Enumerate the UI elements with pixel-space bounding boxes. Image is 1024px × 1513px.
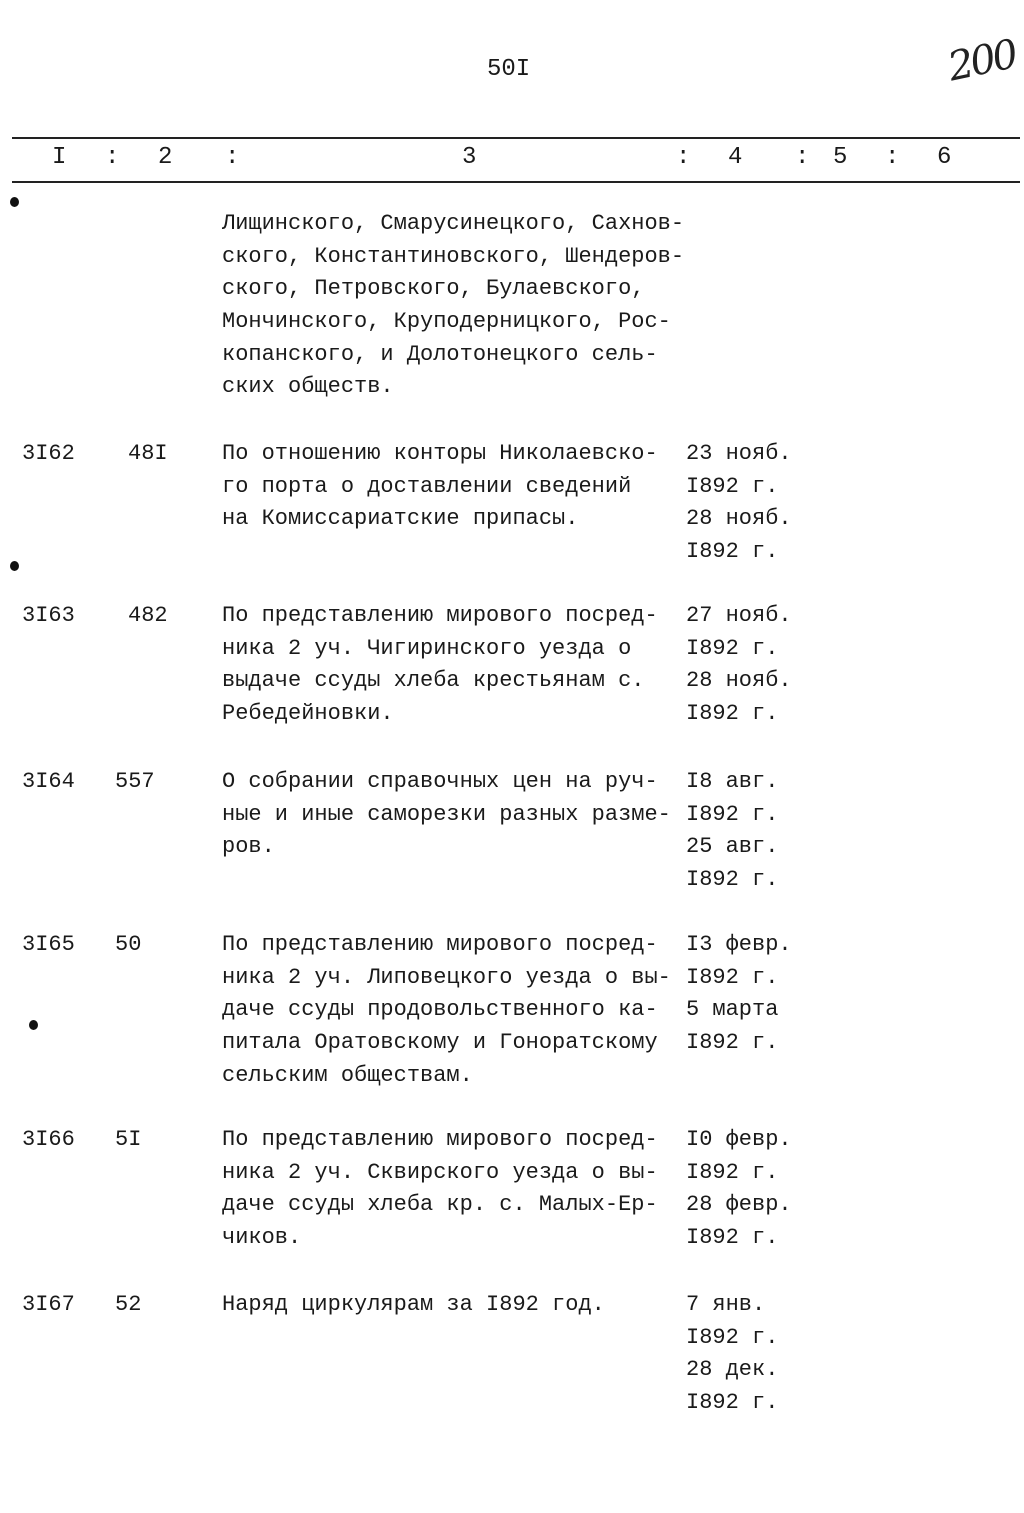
entry-dates <box>686 438 792 569</box>
header-col-2: 2 <box>158 144 173 171</box>
date-line: 25 авг. <box>686 834 779 860</box>
entry-dates <box>686 600 792 731</box>
header-top-rule <box>12 137 1020 139</box>
date-line: I892 г. <box>686 1030 779 1056</box>
date-line: I892 г. <box>686 701 779 727</box>
title-line: ских обществ. <box>222 374 394 400</box>
title-line: По представлению мирового посред- <box>222 1127 658 1152</box>
entry-dates <box>686 929 792 1060</box>
header-col-4: 4 <box>728 144 743 171</box>
column-header-row <box>0 144 1024 174</box>
case-number: 3I66 <box>22 1127 75 1152</box>
case-number: 3I62 <box>22 441 75 466</box>
date-line: I892 г. <box>686 1390 779 1416</box>
header-bottom-rule <box>12 181 1020 183</box>
title-line: Наряд циркулярам за I892 год. <box>222 1292 605 1317</box>
header-separator: : <box>885 144 900 171</box>
title-line: Ребедейновки. <box>222 701 394 727</box>
case-number: 3I65 <box>22 932 75 957</box>
header-col-1: I <box>52 144 67 171</box>
date-line: I3 февр. <box>686 932 792 957</box>
case-number: 3I64 <box>22 769 75 794</box>
punch-hole-mark <box>29 1020 38 1030</box>
date-line: 27 нояб. <box>686 603 792 628</box>
title-line: сельским обществам. <box>222 1062 473 1088</box>
date-line: I892 г. <box>686 801 779 827</box>
entry-title <box>222 1124 658 1255</box>
title-line: По представлению мирового посред- <box>222 932 658 957</box>
entry-title <box>222 1289 605 1322</box>
entry-title <box>222 600 658 731</box>
title-line: ные и иные саморезки разных разме- <box>222 801 671 827</box>
entry-title <box>222 438 658 536</box>
document-number: 52 <box>115 1292 142 1317</box>
case-number: 3I63 <box>22 603 75 628</box>
title-line: чиков. <box>222 1225 302 1251</box>
title-line: По отношению конторы Николаевско- <box>222 441 658 466</box>
date-line: I0 февр. <box>686 1127 792 1152</box>
header-separator: : <box>795 144 810 171</box>
date-line: I892 г. <box>686 1159 779 1185</box>
handwritten-folio-number: 200 <box>943 31 1020 91</box>
title-line: ского, Константиновского, Шендеров- <box>222 243 685 269</box>
date-line: I892 г. <box>686 1225 779 1251</box>
title-line: ского, Петровского, Булаевского, <box>222 276 645 302</box>
entry-dates <box>686 1124 792 1255</box>
title-line: даче ссуды хлеба кр. с. Малых-Ер- <box>222 1192 658 1218</box>
title-line: ника 2 уч. Чигиринского уезда о <box>222 635 632 661</box>
title-line: По представлению мирового посред- <box>222 603 658 628</box>
header-separator: : <box>105 144 120 171</box>
date-line: 7 янв. <box>686 1292 766 1317</box>
entry-dates <box>686 1289 778 1420</box>
header-col-3: 3 <box>462 144 477 171</box>
entry-title <box>222 208 684 404</box>
title-line: го порта о доставлении сведений <box>222 473 632 499</box>
date-line: I892 г. <box>686 473 779 499</box>
punch-hole-mark <box>10 561 19 571</box>
date-line: I892 г. <box>686 1324 779 1350</box>
title-line: ров. <box>222 834 275 860</box>
title-line: ника 2 уч. Липовецкого уезда о вы- <box>222 964 671 990</box>
title-line: даче ссуды продовольственного ка- <box>222 997 658 1023</box>
document-number: 5I <box>115 1127 142 1152</box>
document-number: 50 <box>115 932 142 957</box>
page-number: 50I <box>487 56 531 83</box>
date-line: I892 г. <box>686 964 779 990</box>
document-number: 557 <box>115 769 155 794</box>
entry-title <box>222 766 671 864</box>
title-line: копанского, и Долотонецкого сель- <box>222 341 658 367</box>
header-separator: : <box>676 144 691 171</box>
entry-title <box>222 929 671 1092</box>
title-line: Мончинского, Круподерницкого, Рос- <box>222 309 671 335</box>
punch-hole-mark <box>10 197 19 207</box>
title-line: питала Оратовскому и Гоноратскому <box>222 1030 658 1056</box>
title-line: на Комиссариатские припасы. <box>222 506 579 532</box>
date-line: 23 нояб. <box>686 441 792 466</box>
date-line: 5 марта <box>686 997 779 1023</box>
date-line: 28 февр. <box>686 1192 792 1218</box>
header-col-5: 5 <box>833 144 848 171</box>
header-col-6: 6 <box>937 144 952 171</box>
date-line: I892 г. <box>686 635 779 661</box>
date-line: 28 нояб. <box>686 506 792 532</box>
date-line: 28 нояб. <box>686 668 792 694</box>
title-line: ника 2 уч. Сквирского уезда о вы- <box>222 1159 658 1185</box>
case-number: 3I67 <box>22 1292 75 1317</box>
title-line: О собрании справочных цен на руч- <box>222 769 658 794</box>
header-separator: : <box>225 144 240 171</box>
date-line: I892 г. <box>686 867 779 893</box>
date-line: I892 г. <box>686 539 779 565</box>
title-line: выдаче ссуды хлеба крестьянам с. <box>222 668 645 694</box>
date-line: I8 авг. <box>686 769 779 794</box>
title-line: Лищинского, Смарусинецкого, Сахнов- <box>222 211 685 236</box>
date-line: 28 дек. <box>686 1357 779 1383</box>
document-number: 482 <box>128 603 168 628</box>
entry-dates <box>686 766 778 897</box>
document-number: 48I <box>128 441 168 466</box>
